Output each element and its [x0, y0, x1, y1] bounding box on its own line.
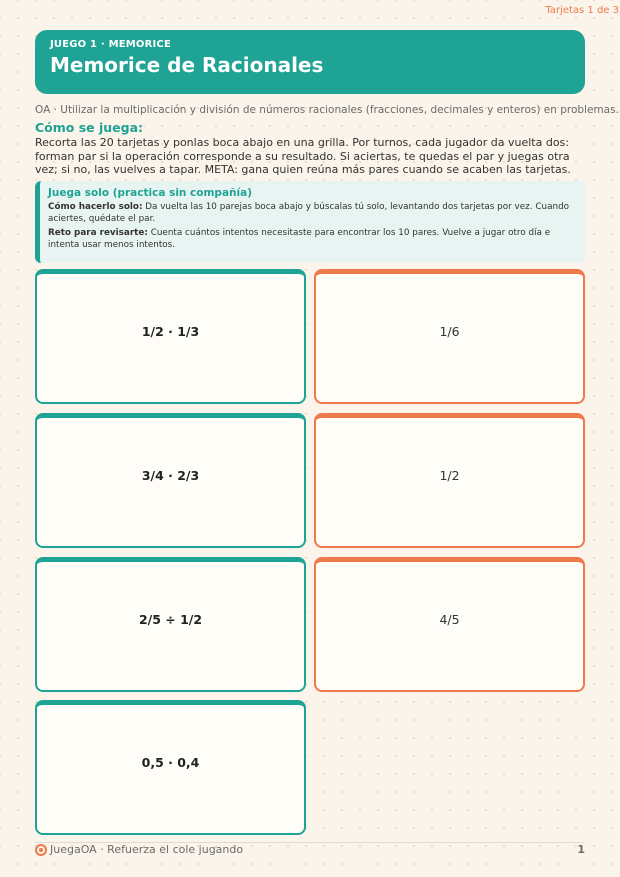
card-text: 1/2 [439, 467, 460, 483]
card-text: 3/4 · 2/3 [141, 467, 200, 483]
card-operation [35, 700, 306, 835]
solo-challenge-paragraph [48, 228, 577, 251]
brand-logo-icon [35, 844, 47, 856]
how-to-body: Recorta las 20 tarjetas y ponlas boca abajo en una grilla. Por turnos, cada jugador da vuelta dos: forman par si la operación corresponde a su resultado. Si aciertas, te quedas el par y juegas otra vez; si no, las vuelves a tapar. META: gana quien reúna más pares cuando se acaben las tarjetas. [35, 136, 571, 177]
card-result [314, 413, 585, 548]
solo-how-label: Cómo hacerlo solo: [48, 202, 143, 212]
card-text: 4/5 [439, 611, 460, 627]
how-to-title: Cómo se juega: [35, 120, 144, 135]
card-operation [35, 413, 306, 548]
page-number: 1 [577, 843, 585, 856]
card-operation [35, 557, 306, 692]
card-result [314, 269, 585, 404]
solo-challenge-label: Reto para revisarte: [48, 228, 148, 239]
card-text: 1/2 · 1/3 [141, 323, 200, 339]
solo-play-box [35, 181, 585, 263]
card-result [314, 557, 585, 692]
card-operation [35, 269, 306, 404]
learning-objective: OA · Utilizar la multiplicación y división de números racionales (fracciones, decimales y enteros) en problemas. [35, 104, 619, 116]
footer-brand: JuegaOA · Refuerza el cole jugando [50, 843, 244, 856]
card-text: 2/5 ÷ 1/2 [138, 611, 203, 627]
solo-how-text: Da vuelta las 10 parejas boca abajo y búscalas tú solo, levantando dos tarjetas por vez. Cuando aciertes, quédate el par. [48, 202, 570, 224]
card-text: 1/6 [439, 323, 460, 339]
header-banner [35, 30, 585, 94]
card-text: 0,5 · 0,4 [141, 754, 200, 770]
page-tag: Tarjetas 1 de 3 [545, 5, 619, 16]
game-kicker: JUEGO 1 · MEMORICE [50, 39, 172, 50]
solo-title: Juega solo (practica sin compañía) [48, 187, 252, 199]
page-title: Memorice de Racionales [50, 53, 324, 77]
solo-how-paragraph [48, 202, 577, 225]
solo-challenge-text: Cuenta cuántos intentos necesitaste para encontrar los 10 pares. Vuelve a jugar otro día e intenta usar menos intentos. [48, 228, 551, 250]
